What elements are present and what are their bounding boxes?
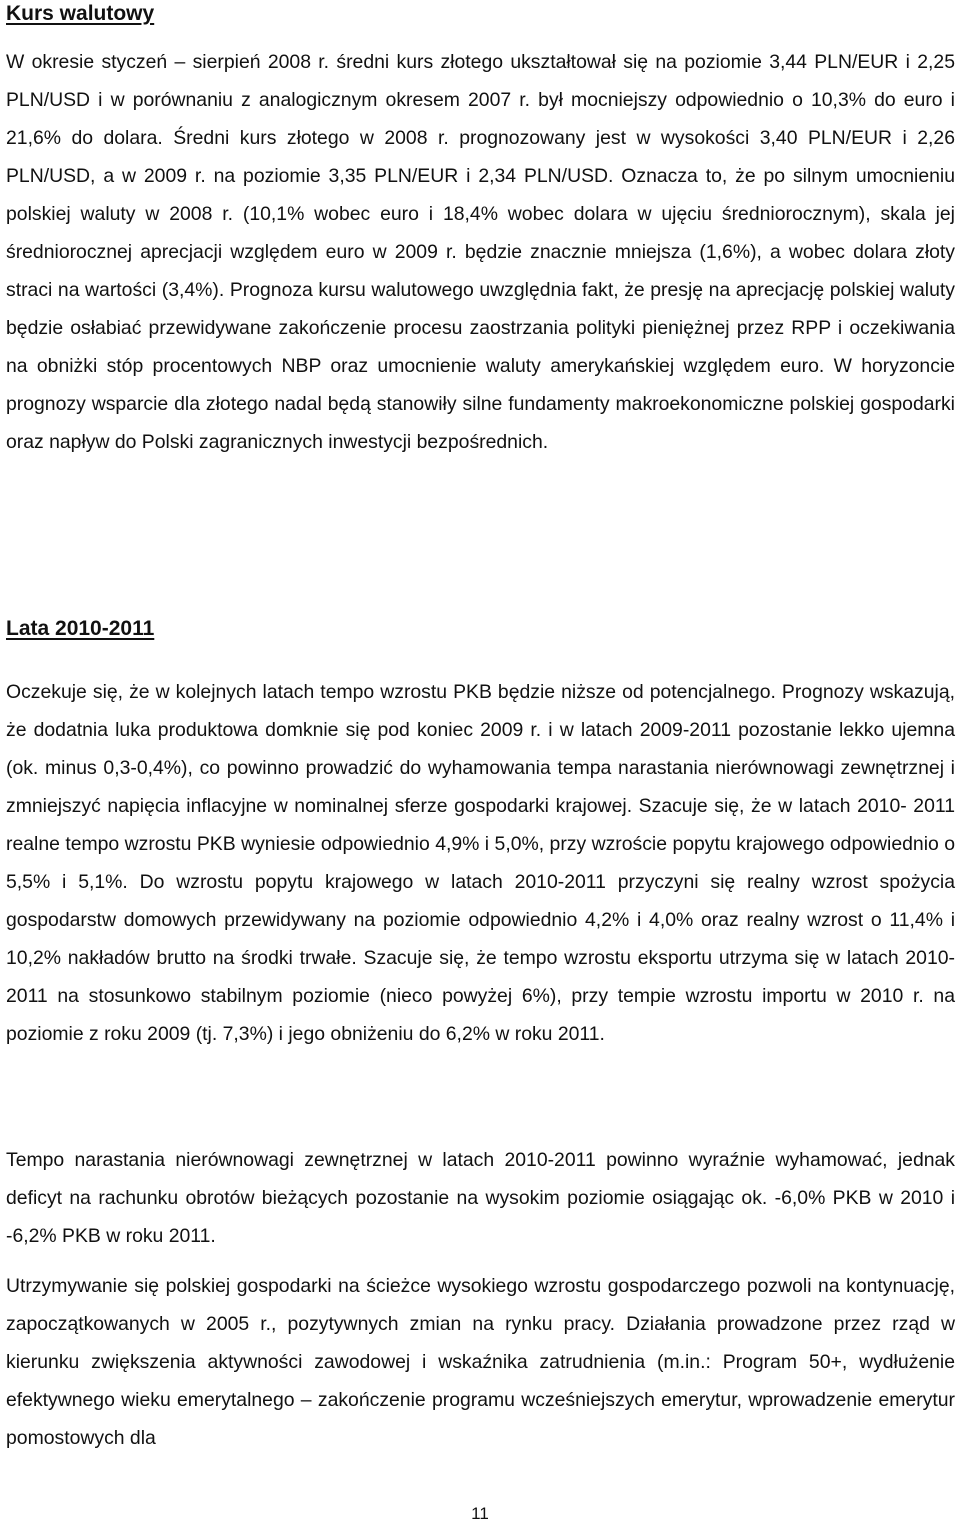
section-heading-lata-2010-2011: Lata 2010-2011 xyxy=(6,617,155,640)
paragraph-labor-market: Utrzymywanie się polskiej gospodarki na ścieżce wysokiego wzrostu gospodarczego pozwoli na kontynuację, zapoczątkowanych w 2005 r., pozytywnych zmian na rynku pracy. Działania prowadzone przez rząd w kierunku zwiększenia aktywności zawodowej i wskaźnika zatrudnienia (m.in.: Program 50+, wydłużenie efektywnego wieku emerytalnego – zakończenie programu wcześniejszych emerytur, wprowadzenie emerytur pomostowych dla xyxy=(6,1275,955,1449)
paragraph-kurs-walutowy: W okresie styczeń – sierpień 2008 r. średni kurs złotego ukształtował się na poziomie 3,44 PLN/EUR i 2,25 PLN/USD i w porównaniu z analogicznym okresem 2007 r. był mocniejszy odpowiednio o 10,3% do euro i 21,6% do dolara. Średni kurs złotego w 2008 r. prognozowany jest w wysokości 3,40 PLN/EUR i 2,26 PLN/USD, a w 2009 r. na poziomie 3,35 PLN/EUR i 2,34 PLN/USD. Oznacza to, że po silnym umocnieniu polskiej waluty w 2008 r. (10,1% wobec euro i 18,4% wobec dolara w ujęciu średniorocznym), skala jej średniorocznej aprecjacji względem euro w 2009 r. będzie znacznie mniejsza (1,6%), a wobec dolara złoty straci na wartości (3,4%). Prognoza kursu walutowego uwzględnia fakt, że presję na aprecjację polskiej waluty będzie osłabiać przewidywane zakończenie procesu zaostrzania polityki pieniężnej przez RPP i oczekiwania na obniżki stóp procentowych NBP oraz umocnienie waluty amerykańskiej względem euro. W horyzoncie prognozy wsparcie dla złotego nadal będą stanowiły silne fundamenty makroekonomiczne polskiej gospodarki oraz napływ do Polski zagranicznych inwestycji bezpośrednich. xyxy=(6,51,955,453)
paragraph-pkb-forecast: Oczekuje się, że w kolejnych latach tempo wzrostu PKB będzie niższe od potencjalnego. Prognozy wskazują, że dodatnia luka produktowa domknie się pod koniec 2009 r. i w latach 2009-2011 pozostanie lekko ujemna (ok. minus 0,3-0,4%), co powinno prowadzić do wyhamowania tempa narastania nierównowagi zewnętrznej i zmniejszyć napięcia inflacyjne w nominalnej sferze gospodarki krajowej. Szacuje się, że w latach 2010- 2011 realne tempo wzrostu PKB wyniesie odpowiednio 4,9% i 5,0%, przy wzroście popytu krajowego odpowiednio o 5,5% i 5,1%. Do wzrostu popytu krajowego w latach 2010-2011 przyczyni się realny wzrost spożycia gospodarstw domowych przewidywany na poziomie odpowiednio 4,2% i 4,0% oraz realny wzrost o 11,4% i 10,2% nakładów brutto na środki trwałe. Szacuje się, że tempo wzrostu eksportu utrzyma się w latach 2010-2011 na stosunkowo stabilnym poziomie (nieco powyżej 6%), przy tempie wzrostu importu w 2010 r. na poziomie z roku 2009 (tj. 7,3%) i jego obniżeniu do 6,2% w roku 2011. xyxy=(6,681,955,1045)
section-heading-kurs-walutowy: Kurs walutowy xyxy=(6,2,155,25)
paragraph-external-imbalance: Tempo narastania nierównowagi zewnętrznej w latach 2010-2011 powinno wyraźnie wyhamować, jednak deficyt na rachunku obrotów bieżących pozostanie na wysokim poziomie osiągając ok. -6,0% PKB w 2010 i -6,2% PKB w roku 2011. xyxy=(6,1149,955,1247)
page-number: 11 xyxy=(471,1504,489,1523)
